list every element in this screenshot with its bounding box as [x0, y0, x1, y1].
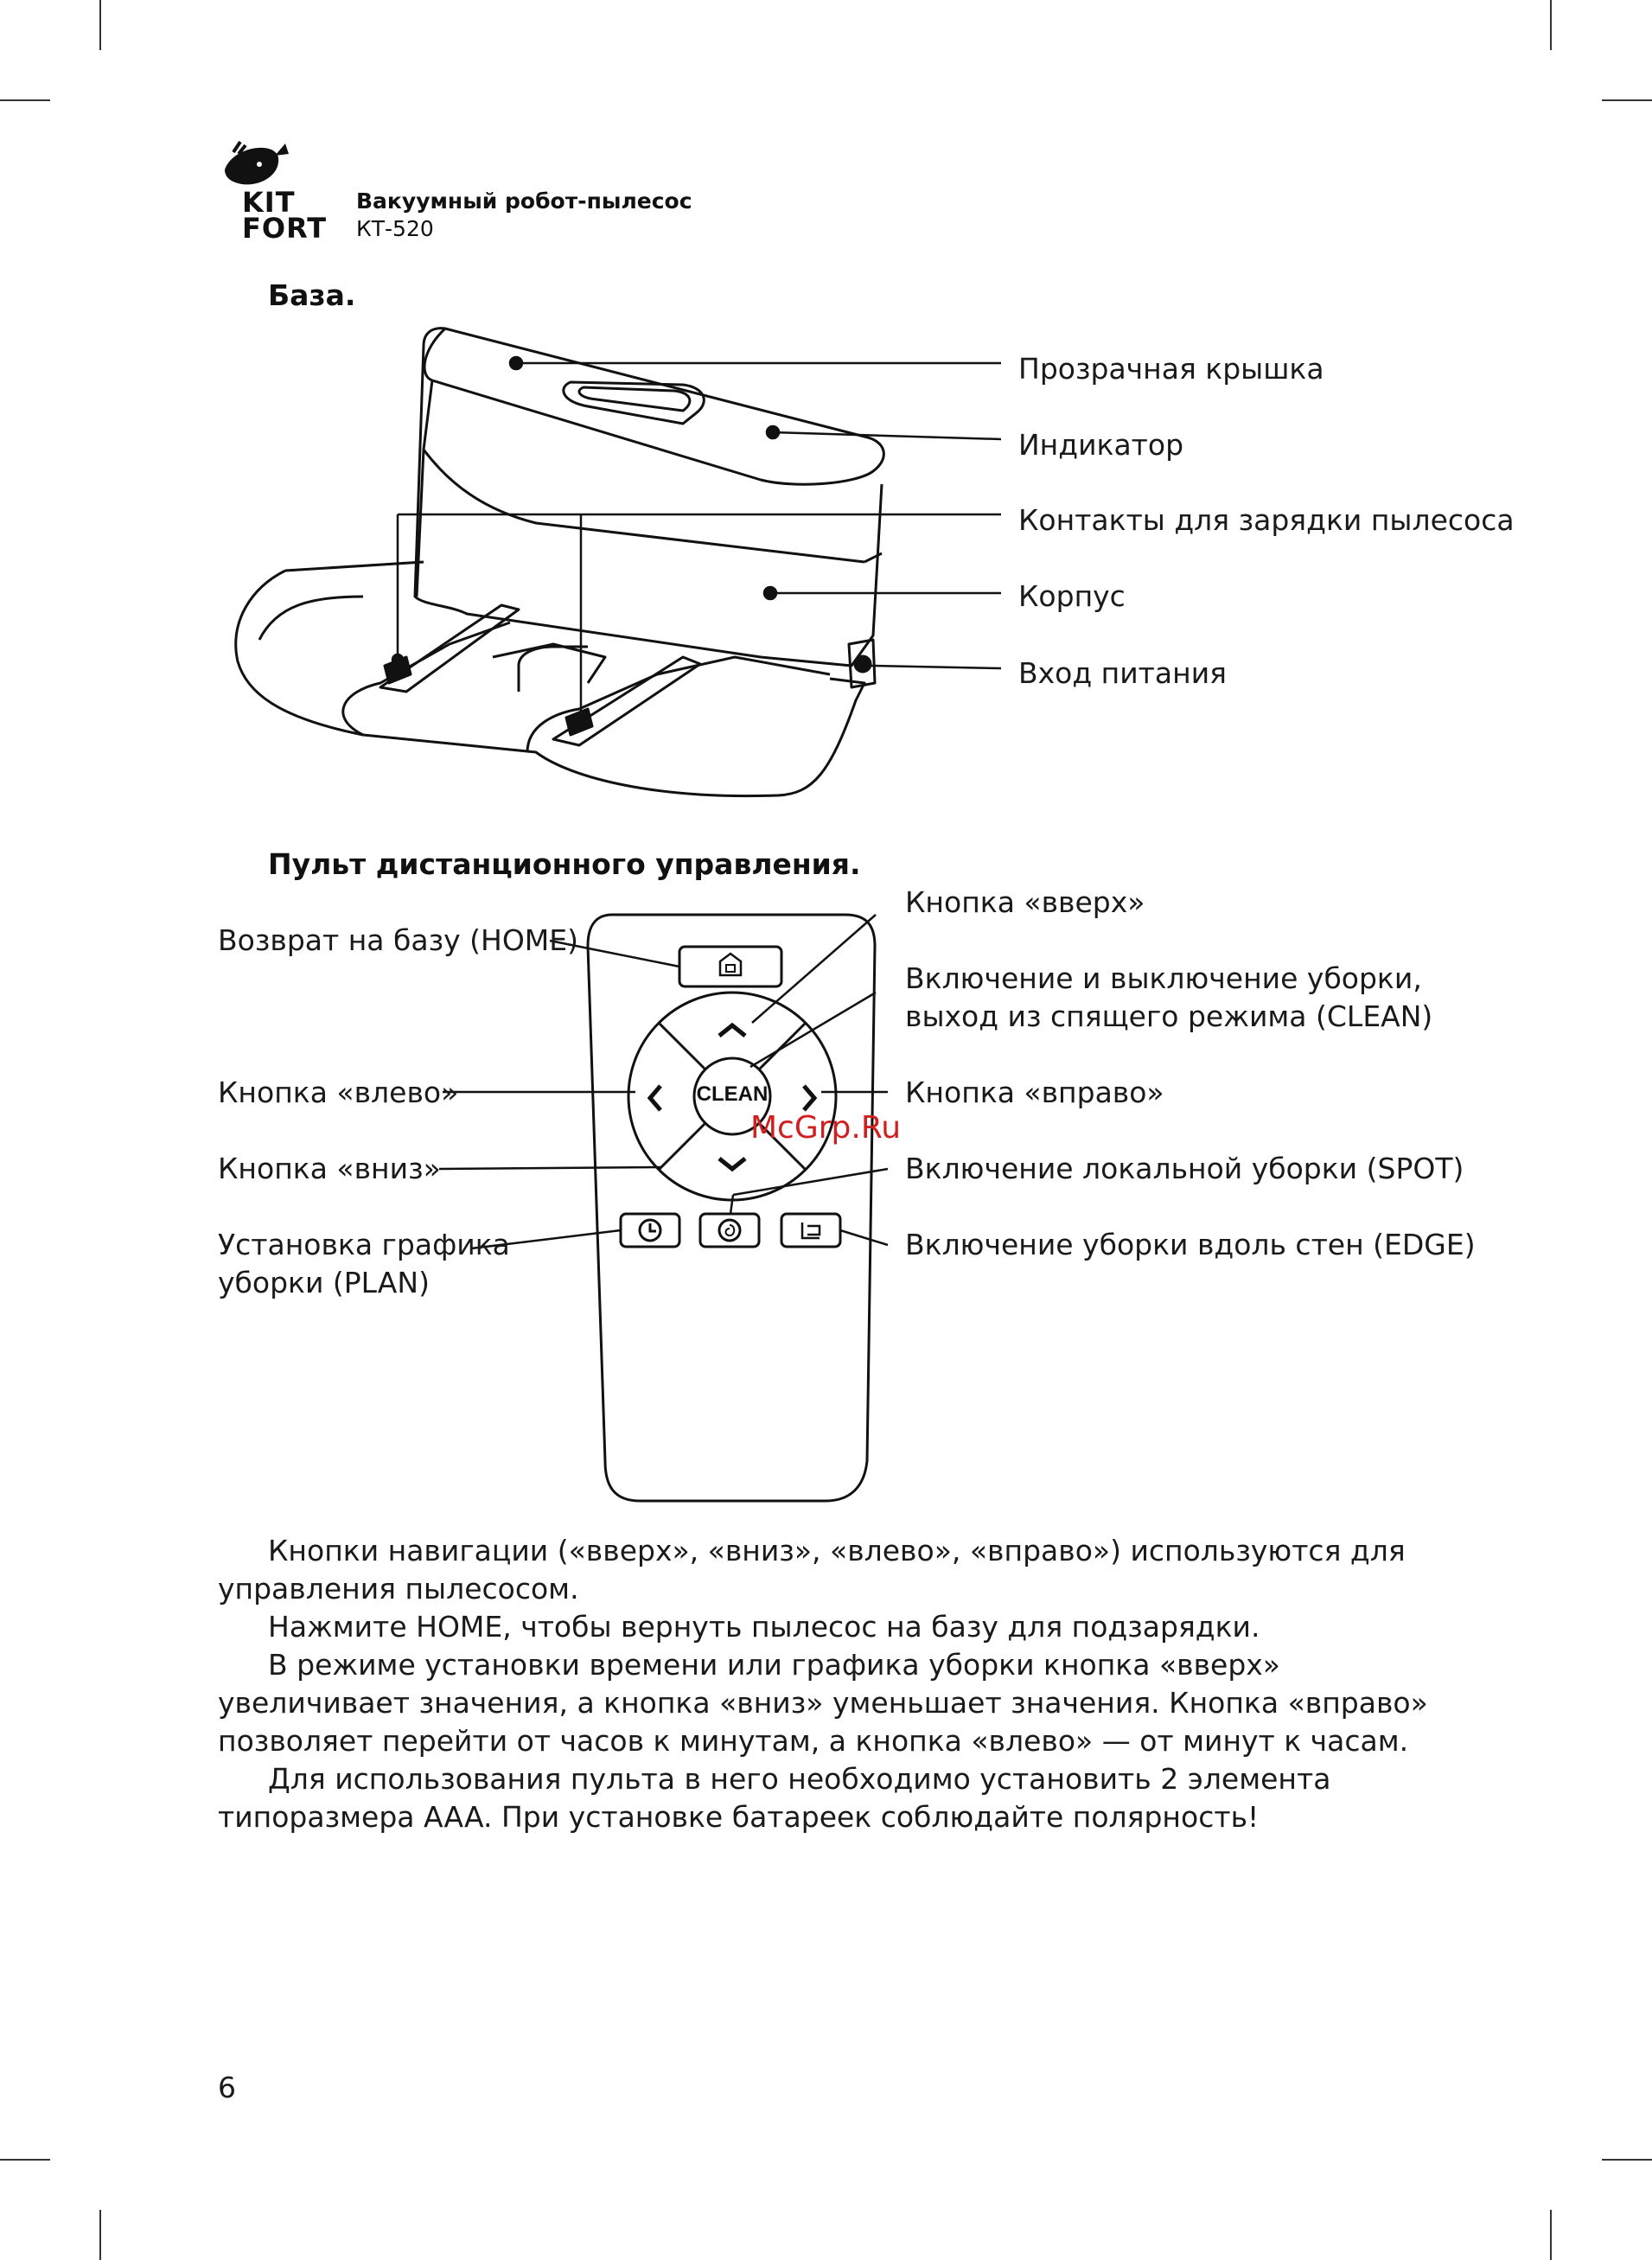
brand-logo [216, 137, 328, 249]
crop-mark [99, 2210, 101, 2260]
logo-line-1: KIT [242, 186, 296, 219]
crop-mark [1602, 2159, 1652, 2161]
crop-mark [0, 2159, 50, 2161]
label-clean-line1: Включение и выключение уборки, [905, 961, 1422, 995]
doc-title: Вакуумный робот-пылесос [356, 188, 692, 214]
label-right: Кнопка «вправо» [905, 1076, 1164, 1109]
paragraph: Кнопки навигации («вверх», «вниз», «влево», «вправо») используются для управления пылесосом. [218, 1534, 1406, 1606]
remote-section-title: Пульт дистанционного управления. [268, 847, 861, 881]
label-clean-line2: выход из спящего режима (CLEAN) [905, 999, 1433, 1033]
base-section-title: База. [268, 278, 356, 312]
label-power-input: Вход питания [1018, 656, 1228, 690]
crop-mark [0, 99, 50, 101]
label-plan-line2: уборки (PLAN) [218, 1266, 430, 1299]
label-plan-line1: Установка графика [218, 1228, 510, 1261]
crop-mark [1550, 0, 1552, 50]
crop-mark [1550, 2210, 1552, 2260]
paragraph: Для использования пульта в него необходимо установить 2 элемента типоразмера AAA. При установке батареек соблюдайте полярность! [218, 1762, 1331, 1834]
doc-model: КТ-520 [356, 216, 434, 241]
paragraph: В режиме установки времени или графика уборки кнопка «вверх» увеличивает значения, а кнопка «вниз» уменьшает значения. Кнопка «вправо» позволяет перейти от часов к минутам, а кнопка «влево» — от минут к часам. [218, 1648, 1428, 1758]
label-transparent-lid: Прозрачная крышка [1018, 352, 1324, 386]
crop-mark [99, 0, 101, 50]
clean-button: CLEAN [696, 1082, 769, 1106]
label-left: Кнопка «влево» [218, 1076, 459, 1109]
label-housing: Корпус [1018, 579, 1126, 613]
label-indicator: Индикатор [1018, 428, 1184, 462]
watermark: McGrp.Ru [750, 1110, 902, 1146]
label-spot: Включение локальной уборки (SPOT) [905, 1152, 1464, 1185]
logo-line-2: FORT [242, 212, 328, 245]
page-number: 6 [218, 2071, 236, 2104]
crop-mark [1602, 99, 1652, 101]
label-down: Кнопка «вниз» [218, 1152, 441, 1185]
label-edge: Включение уборки вдоль стен (EDGE) [905, 1228, 1476, 1261]
label-up: Кнопка «вверх» [905, 885, 1145, 919]
label-charging-contacts: Контакты для зарядки пылесоса [1018, 503, 1515, 537]
label-home: Возврат на базу (HOME) [218, 923, 578, 957]
paragraph: Нажмите HOME, чтобы вернуть пылесос на базу для подзарядки. [268, 1610, 1260, 1644]
body-text [218, 1532, 1437, 1836]
